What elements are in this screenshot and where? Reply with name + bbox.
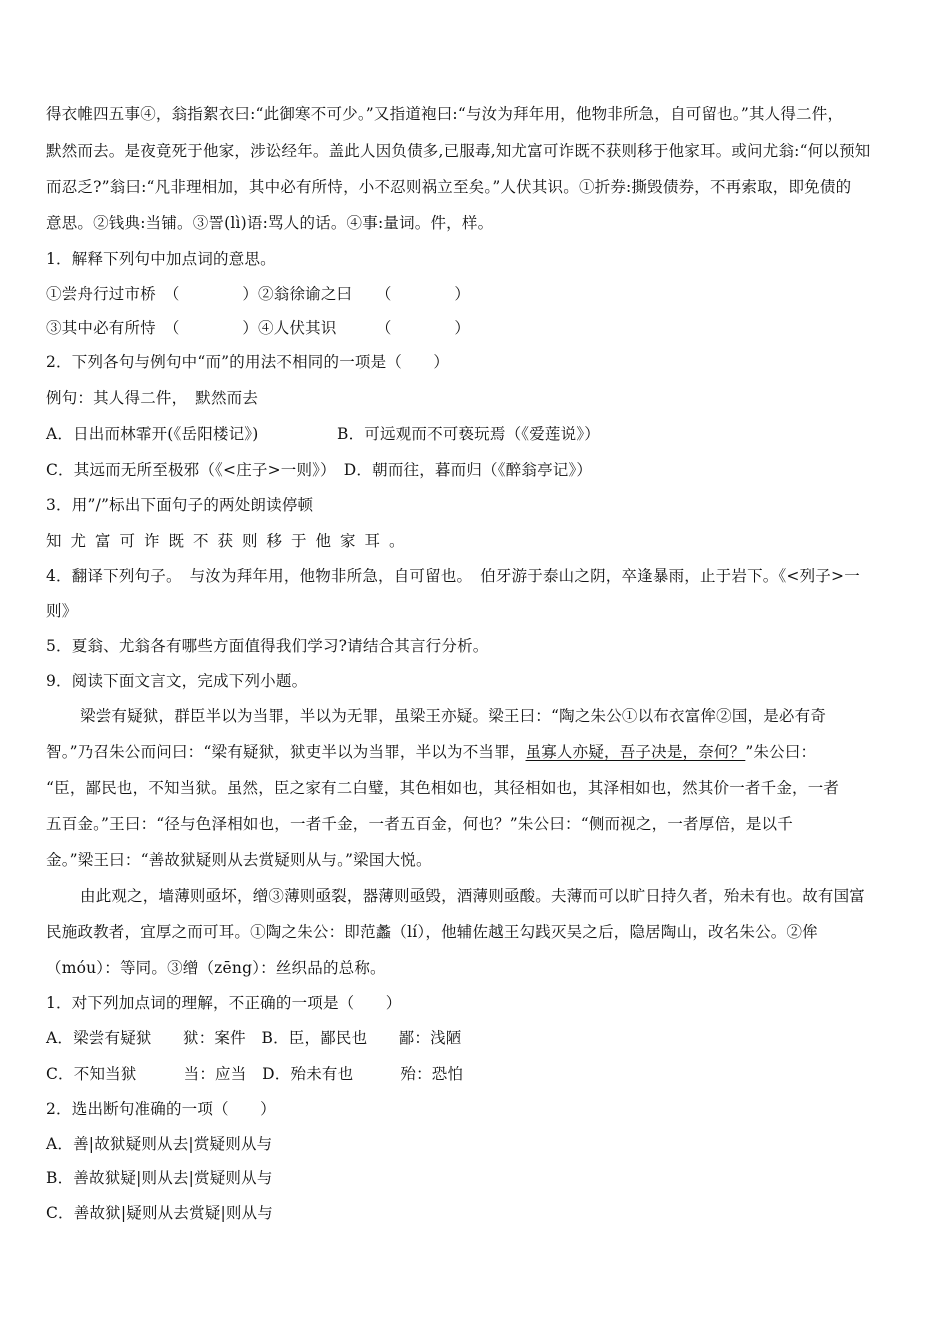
passage-text: ”朱公曰： [745, 743, 817, 761]
passage-line: （móu）：等同。③缯（zēng）：丝织品的总称。 [46, 959, 386, 977]
text-line: 则》 [46, 602, 78, 620]
option-row: C．不知当狱 当：应当 D．殆未有也 殆：恐怕 [46, 1065, 464, 1083]
pause-sentence: 知尤富可诈既不获则移于他家耳。 [46, 532, 414, 550]
question-item: ③其中必有所恃 （ ）④人伏其识 （ ） [46, 319, 471, 337]
text-line: 而忍乏?”翁曰:“凡非理相加，其中必有所恃，小不忍则祸立至矣。”人伏其识。①折券:撕毁债券，不再索取，即免债的 [46, 178, 852, 196]
passage-line: 由此观之，墙薄则亟坏，缯③薄则亟裂，器薄则亟毁，酒薄则亟酸。夫薄而可以旷日持久者，殆未有也。故有国富 [80, 887, 866, 905]
option-row: C．其远而无所至极邪（《<庄子>一则》） D．朝而往，暮而归（《醉翁亭记》） [46, 461, 593, 479]
question-item: ①尝舟行过市桥 （ ）②翁徐谕之曰 （ ） [46, 285, 471, 303]
question-heading: 4．翻译下列句子。 与汝为拜年用，他物非所急，自可留也。 伯牙游于泰山之阴，卒逢暴雨，止于岩下。《<列子>一 [46, 567, 860, 585]
passage-line: 梁尝有疑狱，群臣半以为当罪，半以为无罪，虽梁王亦疑。梁王曰：“陶之朱公①以布衣富侔②国，是必有奇 [80, 707, 827, 725]
question-heading: 9．阅读下面文言文，完成下列小题。 [46, 672, 308, 690]
question-heading: 2．下列各句与例句中“而”的用法不相同的一项是（ ） [46, 353, 450, 371]
option-row: C．善故狱|疑则从去赏疑|则从与 [46, 1204, 274, 1222]
example-sentence: 例句：其人得二件， 默然而去 [46, 389, 259, 407]
option-row: A．日出而林霏开(《岳阳楼记》) B．可远观而不可亵玩焉（《爱莲说》） [46, 425, 600, 443]
passage-line: 金。”梁王曰：“善故狱疑则从去赏疑则从与。”梁国大悦。 [46, 851, 432, 869]
option-row: A．梁尝有疑狱 狱：案件 B．臣，鄙民也 鄙：浅陋 [46, 1029, 462, 1047]
question-heading: 1．解释下列句中加点词的意思。 [46, 250, 276, 268]
text-line: 默然而去。是夜竟死于他家，涉讼经年。盖此人因负债多,已服毒,知尤富可诈既不获则移于他家耳。或问尤翁:“何以预知 [46, 142, 871, 160]
question-heading: 1．对下列加点词的理解，不正确的一项是（ ） [46, 994, 402, 1012]
question-heading: 2．选出断句准确的一项（ ） [46, 1100, 276, 1118]
passage-line: “臣，鄙民也，不知当狱。虽然，臣之家有二白璧，其色相如也，其径相如也，其泽相如也，然其价一者千金，一者 [46, 779, 840, 797]
passage-line [46, 742, 816, 762]
text-line: 得衣帷四五事④，翁指絮衣曰:“此御寒不可少。”又指道袍曰:“与汝为拜年用，他物非所急，自可留也。”其人得二件， [46, 105, 844, 123]
text-line: 意思。②钱典:当铺。③詈(lì)语:骂人的话。④事:量词。件，样。 [46, 214, 494, 232]
question-heading: 3．用”/”标出下面句子的两处朗读停顿 [46, 496, 314, 514]
question-heading: 5．夏翁、尤翁各有哪些方面值得我们学习?请结合其言行分析。 [46, 637, 489, 655]
passage-line: 五百金。”王曰：“径与色泽相如也，一者千金，一者五百金，何也？”朱公曰：“侧而视之，一者厚倍，是以千 [46, 815, 793, 833]
option-row: B．善故狱疑|则从去|赏疑则从与 [46, 1169, 273, 1187]
option-row: A．善|故狱疑则从去|赏疑则从与 [46, 1135, 273, 1153]
passage-text: 智。”乃召朱公而问曰：“梁有疑狱，狱吏半以为当罪，半以为不当罪， [46, 743, 526, 761]
underlined-sentence: 虽寡人亦疑，吾子决是，奈何？ [525, 743, 746, 761]
passage-line: 民施政教者，宜厚之而可耳。①陶之朱公：即范蠡（lí），他辅佐越王勾践灭吴之后，隐居陶山，改名朱公。②侔 [46, 923, 818, 941]
